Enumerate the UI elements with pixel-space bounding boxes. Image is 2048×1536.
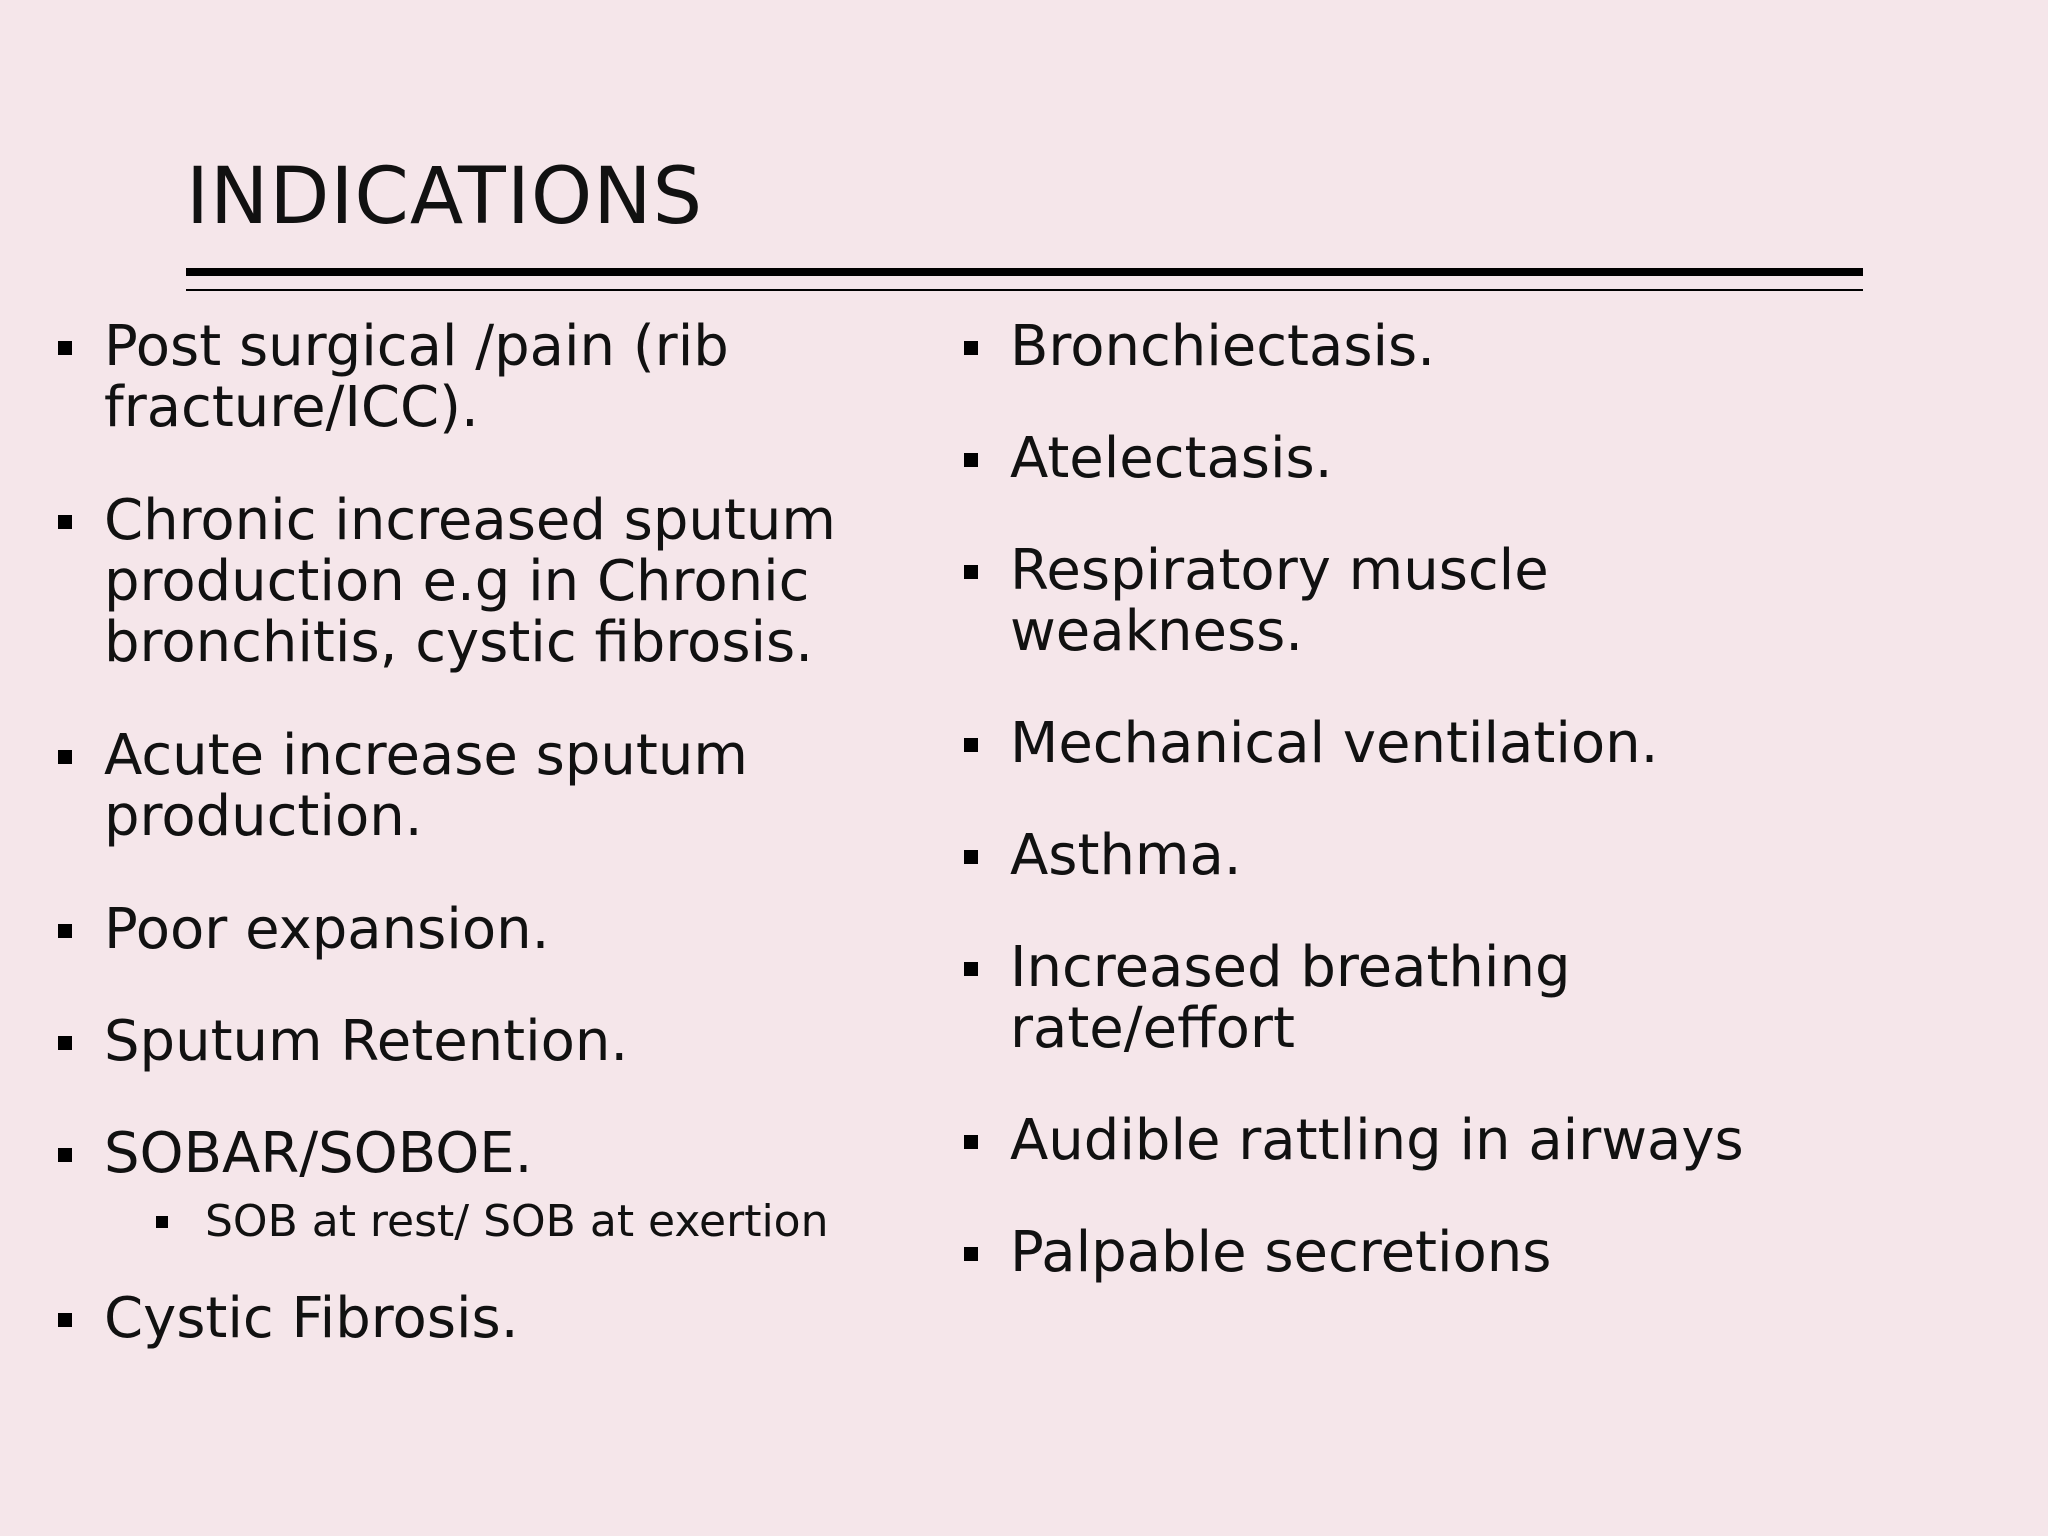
square-bullet-icon (964, 738, 978, 752)
square-bullet-icon (964, 1135, 978, 1149)
list-item (960, 316, 1960, 377)
list-item-text: Asthma. (1010, 823, 1242, 888)
list-item-text: SOBAR/SOBOE. (104, 1121, 533, 1186)
list-item (54, 316, 914, 438)
list-item-text: Sputum Retention. (104, 1009, 629, 1074)
list-item-text: Increased breathing rate/effort (1010, 935, 1571, 1061)
square-bullet-icon (964, 850, 978, 864)
list-item-text: Palpable secretions (1010, 1220, 1552, 1285)
square-bullet-icon (58, 341, 72, 355)
square-bullet-icon (964, 453, 978, 467)
square-bullet-icon (58, 1036, 72, 1050)
list-item-text: Cystic Fibrosis. (104, 1286, 519, 1351)
list-item-text: Respiratory muscle weakness. (1010, 538, 1549, 664)
left-bullet-list (54, 316, 914, 1400)
list-item-text: Mechanical ventilation. (1010, 711, 1659, 776)
list-item-text: Bronchiectasis. (1010, 314, 1436, 379)
sub-bullet-list (104, 1196, 914, 1248)
list-item-text: Acute increase sputum production. (104, 723, 748, 849)
list-item (960, 713, 1960, 774)
sub-list-item-text: SOB at rest/ SOB at exertion (205, 1196, 829, 1247)
list-item (960, 825, 1960, 886)
list-item (54, 1288, 914, 1349)
list-item (960, 540, 1960, 662)
square-bullet-icon (156, 1216, 168, 1228)
list-item-text: Post surgical /pain (rib fracture/ICC). (104, 314, 729, 440)
title-rule-thin (186, 289, 1863, 291)
square-bullet-icon (58, 515, 72, 529)
list-item (960, 937, 1960, 1059)
square-bullet-icon (964, 962, 978, 976)
square-bullet-icon (964, 1247, 978, 1261)
list-item-text: Audible rattling in airways (1010, 1108, 1744, 1173)
title-rule-thick (186, 268, 1863, 276)
list-item (960, 1222, 1960, 1283)
square-bullet-icon (58, 924, 72, 938)
right-bullet-list (960, 316, 1960, 1334)
sub-list-item (150, 1196, 914, 1248)
square-bullet-icon (58, 1148, 72, 1162)
square-bullet-icon (964, 341, 978, 355)
list-item (54, 899, 914, 960)
list-item-text: Atelectasis. (1010, 426, 1333, 491)
list-item-text: Chronic increased sputum production e.g in Chronic bronchitis, cystic fibrosis. (104, 488, 836, 675)
square-bullet-icon (58, 1313, 72, 1327)
list-item (54, 1011, 914, 1072)
list-item (54, 490, 914, 673)
list-item (960, 1110, 1960, 1171)
square-bullet-icon (58, 750, 72, 764)
list-item (54, 725, 914, 847)
slide-title: INDICATIONS (186, 152, 704, 242)
list-item (54, 1123, 914, 1248)
list-item-text: Poor expansion. (104, 897, 550, 962)
square-bullet-icon (964, 565, 978, 579)
list-item (960, 428, 1960, 489)
